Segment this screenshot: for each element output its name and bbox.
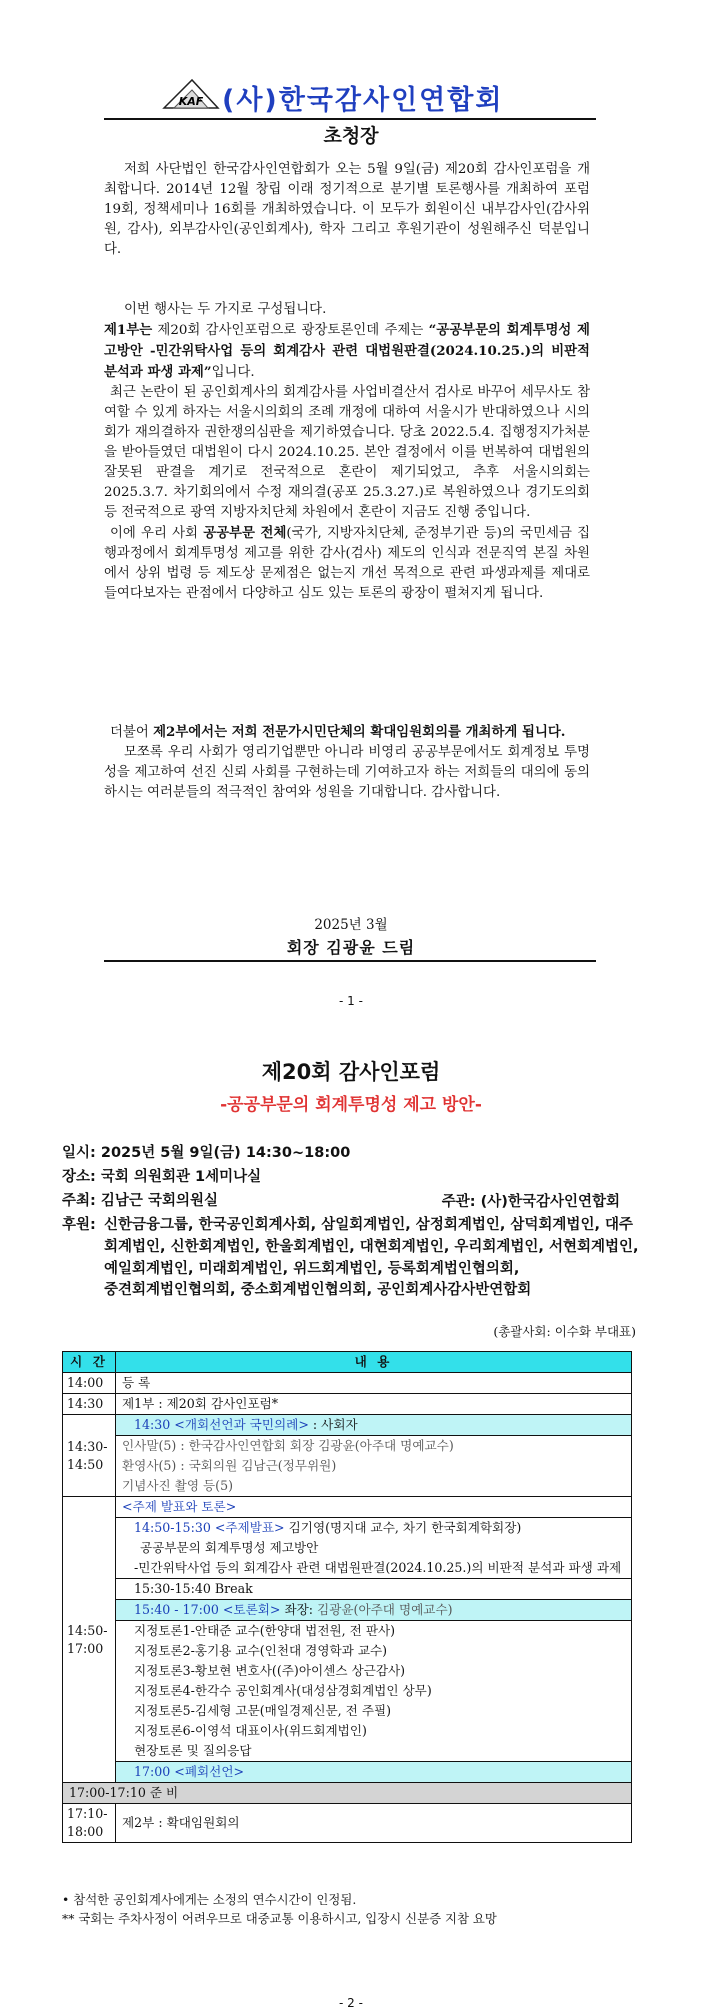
- divider: [104, 960, 596, 962]
- paragraph-intro: [104, 160, 590, 260]
- keynote-topic-2: -민간위탁사업 등의 회계감사 관련 대법원판결(2024.10.25.)의 비판적 분석과 파생 과제: [116, 1558, 631, 1579]
- table-row: [63, 1783, 632, 1804]
- header-content: 내 용: [116, 1352, 632, 1373]
- content-cell: 제2부 : 확대임원회의: [116, 1804, 632, 1843]
- forum-subtitle: -공공부문의 회계투명성 제고 방안-: [220, 1095, 482, 1115]
- datetime-label: 일시:: [62, 1145, 96, 1161]
- datetime-value: 2025년 5월 9일(금) 14:30~18:00: [100, 1145, 351, 1161]
- host-value: 김남근 국회의원실: [100, 1193, 218, 1209]
- organizer-label: 주관:: [441, 1194, 476, 1210]
- panelist-1: 지정토론1-안태준 교수(한양대 법전원, 전 판사): [134, 1623, 396, 1638]
- forum-topic: “공공부문의 회계투명성 제고방안 -민간위탁사업 등의 회계감사 관련 대법원판결(2024.10.25.)의 비판적 분석과 파생 과제”: [104, 322, 590, 380]
- signer: 회장 김광윤 드림: [286, 938, 416, 957]
- header-time: 시 간: [63, 1352, 116, 1373]
- document-title: 초청장: [323, 125, 379, 147]
- closing-ceremony: 17:00 <폐회선언>: [116, 1762, 631, 1782]
- place-value: 국회 의원회관 1세미나실: [100, 1169, 262, 1185]
- place-line: [62, 1166, 642, 1188]
- content-cell: [116, 1497, 632, 1783]
- sponsor-line: [62, 1214, 642, 1280]
- organizer-line: [442, 1190, 620, 1211]
- content-cell: 제1부 : 제20회 감사인포럼*: [116, 1394, 632, 1415]
- page-number: - 2 -: [339, 1996, 363, 2010]
- letterhead: [104, 76, 596, 116]
- table-row: [63, 1415, 632, 1497]
- chair-name: 김광윤(아주대 명예교수): [317, 1602, 453, 1617]
- svg-text:KAF: KAF: [178, 95, 204, 108]
- note-cpa-credit: • 참석한 공인회계사에게는 소정의 연수시간이 인정됨.: [62, 1892, 357, 1907]
- paragraph-3: 최근 논란이 된 공인회계사의 회계감사를 사업비결산서 검사로 바꾸어 세무사도 참여할 수 있게 하자는 서울시의회의 조례 개정에 대하여 서울시가 반대하였으나 시의회가 재의결하자 권한쟁의심판을 제기하였습니다. 당초 2022.5.4. 집행정지가처분을 받아들였던 대법원이 다시 2024.10.25. 본안 결정에서 이를 번복하여 대법원의 잘못된 판결을 계기로 전국적으로 혼란이 제기되었고, 추후 서울시의회는 2025.3.7. 차기회의에서 수정 재의결(공포 25.3.27.)로 복원하였으나 경기도의회 등 전국적으로 광역 지방자치단체 차원에서 혼란이 지금도 진행 중입니다.: [104, 385, 590, 520]
- debate-line: [116, 1600, 631, 1621]
- floor-discussion: 현장토론 및 질의응답: [116, 1741, 631, 1762]
- panelist-4: 지정토론4-한각수 공인회계사(대성삼경회계법인 상무): [134, 1683, 432, 1698]
- schedule-table: [62, 1351, 632, 1843]
- host-label: 주최:: [62, 1193, 96, 1209]
- keynote-topic-1: 공공부문의 회계투명성 제고방안: [140, 1540, 319, 1555]
- sponsor-value-2: 중견회계법인협의회, 중소회계법인협의회, 공인회계사감사반연합회: [104, 1282, 532, 1298]
- opening-role: : 사회자: [308, 1417, 358, 1432]
- time-cell: 14:30: [63, 1394, 116, 1415]
- part1-end: 입니다.: [211, 365, 255, 380]
- prep-cell: 17:00-17:10 준 비: [63, 1783, 632, 1804]
- sponsor-value: 신한금융그룹, 한국공인회계사회, 삼일회계법인, 삼정회계법인, 삼덕회계법인, 대주회계법인, 신한회계법인, 한울회계법인, 대현회계법인, 우리회계법인, 서현회계법인, 예일회계법인, 미래회계법인, 위드회계법인, 등록회계법인협의회,: [104, 1217, 639, 1277]
- welcome-speech: 환영사(5) : 국회의원 김남근(정무위원): [122, 1458, 337, 1473]
- place-label: 장소:: [62, 1169, 96, 1185]
- paragraph-structure: [104, 300, 590, 604]
- opening-line: [116, 1415, 631, 1436]
- notes: [62, 1890, 642, 1928]
- paragraph-2: [104, 320, 590, 383]
- paragraph-4-pre: 이에 우리 사회: [110, 526, 204, 541]
- time-cell: 17:10-18:00: [63, 1804, 116, 1843]
- datetime-line: [62, 1142, 642, 1164]
- table-header-row: [63, 1352, 632, 1373]
- part1-label: 제1부는: [104, 322, 153, 338]
- panelist-6: 지정토론6-이영석 대표이사(위드회계법인): [134, 1723, 367, 1738]
- time-cell: 14:50-17:00: [63, 1497, 116, 1783]
- time-cell: 14:30-14:50: [63, 1415, 116, 1497]
- table-row: [63, 1373, 632, 1394]
- paragraph-5-pre: 더불어: [110, 725, 154, 740]
- table-row: [63, 1497, 632, 1783]
- content-cell: [116, 1415, 632, 1497]
- general-mc: (총괄사회: 이수화 부대표): [493, 1324, 636, 1339]
- keynote-speaker: 김기영(명지대 교수, 차기 한국회계학회장): [284, 1520, 522, 1535]
- letter-date: 2025년 3월: [314, 917, 388, 933]
- table-row: [63, 1804, 632, 1843]
- table-row: [63, 1394, 632, 1415]
- paragraph-4-post: (국가, 지방자치단체, 준정부기관 등)의 국민세금 집행과정에서 회계투명성 제고를 위한 감사(검사) 제도의 인식과 전문직역 본질 차원에서 상위 법령 등 제도상 문제점은 없는지 개선 목적으로 관련 파생과제를 제대로 들여다보자는 관점에서 다양하고 심도 있는 토론의 광장이 펼쳐지게 됩니다.: [104, 526, 591, 601]
- debate-time: 15:40 - 17:00 <토론회>: [134, 1602, 281, 1617]
- part1-mid: 제20회 감사인포럼으로 광장토론인데 주제는: [152, 323, 429, 338]
- keynote-time: 14:50-15:30 <주제발표>: [134, 1520, 285, 1535]
- organizer-value: (사)한국감사인연합회: [480, 1194, 620, 1210]
- chair-label: 좌장:: [280, 1602, 318, 1617]
- keynote-line: [116, 1518, 631, 1538]
- paragraph-6: 모쪼록 우리 사회가 영리기업뿐만 아니라 비영리 공공부문에서도 회계정보 투명성을 제고하여 선진 신뢰 사회를 구현하는데 기여하고자 하는 저희들의 대의에 동의하시는 여러분들의 적극적인 참여와 성원을 기대합니다. 감사합니다.: [104, 745, 590, 800]
- session-heading: <주제 발표와 토론>: [116, 1497, 631, 1518]
- opening-ceremony: 14:30 <개회선언과 국민의례>: [134, 1417, 309, 1432]
- page-number: - 1 -: [339, 994, 363, 1008]
- panelist-5: 지정토론5-김세형 고문(매일경제신문, 전 주필): [134, 1703, 392, 1718]
- forum-title: 제20회 감사인포럼: [261, 1060, 441, 1084]
- kaf-logo: [162, 78, 220, 114]
- paragraph-closing: [104, 722, 590, 803]
- part2-bold: 제2부에서는 저희 전문가시민단체의 확대임원회의를 개최하게 됩니다.: [153, 724, 566, 740]
- content-cell: 등 록: [116, 1373, 632, 1394]
- break: 15:30-15:40 Break: [116, 1579, 631, 1600]
- time-cell: 14:00: [63, 1373, 116, 1394]
- organization-title: (사)한국감사인연합회: [222, 85, 504, 116]
- greeting: 인사말(5) : 한국감사인연합회 회장 김광윤(아주대 명예교수): [122, 1438, 454, 1453]
- panelist-3: 지정토론3-황보현 변호사((주)아이센스 상근감사): [134, 1663, 406, 1678]
- sponsor-label: 후원:: [62, 1217, 96, 1233]
- public-sector-bold: 공공부문 전체: [203, 525, 287, 541]
- paragraph-4: [104, 523, 590, 604]
- photo-session: 기념사진 촬영 등(5): [122, 1478, 234, 1493]
- paragraph-1: 저희 사단법인 한국감사인연합회가 오는 5월 9일(금) 제20회 감사인포럼을 개최합니다. 2014년 12월 창립 이래 정기적으로 분기별 토론행사를 개최하여 포럼 19회, 정책세미나 16회를 개최하였습니다. 이 모두가 회원이신 내부감사인(감사위원, 감사), 외부감사인(공인회계사), 학자 그리고 후원기관이 성원해주신 덕분입니다.: [104, 162, 590, 257]
- panelist-2: 지정토론2-홍기용 교수(인천대 경영학과 교수): [134, 1643, 388, 1658]
- note-parking: ** 국회는 주차사정이 어려우므로 대중교통 이용하시고, 입장시 신분증 지참 요망: [62, 1911, 497, 1926]
- divider: [104, 118, 596, 120]
- paragraph-2-intro: 이번 행사는 두 가지로 구성됩니다.: [124, 302, 327, 317]
- page-2: [0, 1008, 702, 2012]
- paragraph-5: [104, 722, 590, 743]
